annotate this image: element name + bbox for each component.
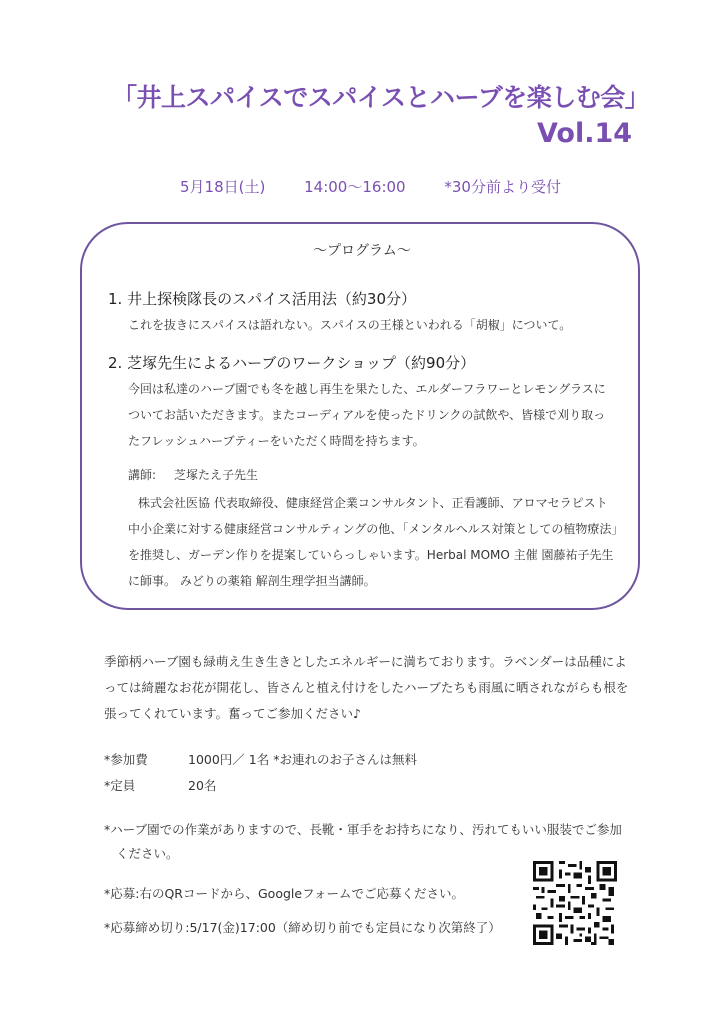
capacity-label: *定員	[104, 778, 136, 793]
program-item-2-title: 2. 芝塚先生によるハーブのワークショップ（約90分）	[108, 354, 476, 372]
program-item-2-desc-line: たフレッシュハーブティーをいただく時間を持ちます。	[128, 434, 425, 448]
deadline-note: *応募締め切り:5/17(金)17:00（締め切り前でも定員になり次第終了）	[104, 920, 501, 935]
lecturer-profile-line: を推奨し、ガーデン作りを提案していらっしゃいます。Herbal MOMO 主催 園藤祐子先生	[128, 548, 614, 562]
reception-note: *30分前より受付	[444, 178, 561, 196]
program-item-2-desc-line: ついてお話いただきます。またコーディアルを使ったドリンクの試飲や、皆様で刈り取っ	[128, 408, 606, 422]
lecturer-label: 講師:	[128, 468, 157, 482]
apply-note: *応募:右のQRコードから、Googleフォームでご応募ください。	[104, 886, 464, 901]
qr-code[interactable]	[533, 861, 617, 945]
schedule-line	[180, 176, 595, 197]
event-title: 「井上スパイスでスパイスとハーブを楽しむ会」	[112, 83, 650, 112]
lecturer-profile-line: 中小企業に対する健康経営コンサルティングの他、「メンタルヘルス対策としての植物療法」	[128, 522, 624, 536]
fee-label: *参加費	[104, 752, 148, 767]
lecturer-name: 芝塚たえ子先生	[174, 468, 259, 482]
lecturer-profile-line: 株式会社医協 代表取締役、健康経営企業コンサルタント、正看護師、アロマセラピスト	[138, 496, 608, 510]
event-time: 14:00～16:00	[304, 178, 406, 196]
program-item-2-desc-line: 今回は私達のハーブ園でも冬を越し再生を果たした、エルダーフラワーとレモングラスに	[128, 382, 606, 396]
intro-line: 季節柄ハーブ園も緑萌え生き生きとしたエネルギーに満ちております。ラベンダーは品種によ	[104, 654, 627, 669]
lecturer	[128, 466, 258, 483]
capacity-value: 20名	[188, 778, 217, 793]
program-item-1-title: 1. 井上探検隊長のスパイス活用法（約30分）	[108, 290, 417, 308]
lecturer-profile-line: に師事。 みどりの薬箱 解剖生理学担当講師。	[128, 574, 376, 588]
work-note-cont: ください。	[116, 846, 179, 861]
work-note: *ハーブ園での作業がありますので、長靴・軍手をお持ちになり、汚れてもいい服装でご参加	[104, 822, 622, 837]
fee-row	[104, 750, 417, 768]
program-item-1-desc: これを抜きにスパイスは語れない。スパイスの王様といわれる「胡椒」について。	[128, 318, 572, 332]
volume-number: Vol.14	[537, 118, 633, 149]
fee-value: 1000円／ 1名 *お連れのお子さんは無料	[188, 752, 417, 767]
intro-line: っては綺麗なお花が開花し、皆さんと植え付けをしたハーブたちも雨風に晒されながらも根を	[104, 680, 629, 695]
intro-line: 張ってくれています。奮ってご参加ください♪	[104, 706, 361, 721]
event-date: 5月18日(土)	[180, 178, 266, 196]
capacity-row	[104, 776, 216, 794]
program-title: ～プログラム～	[313, 243, 411, 259]
